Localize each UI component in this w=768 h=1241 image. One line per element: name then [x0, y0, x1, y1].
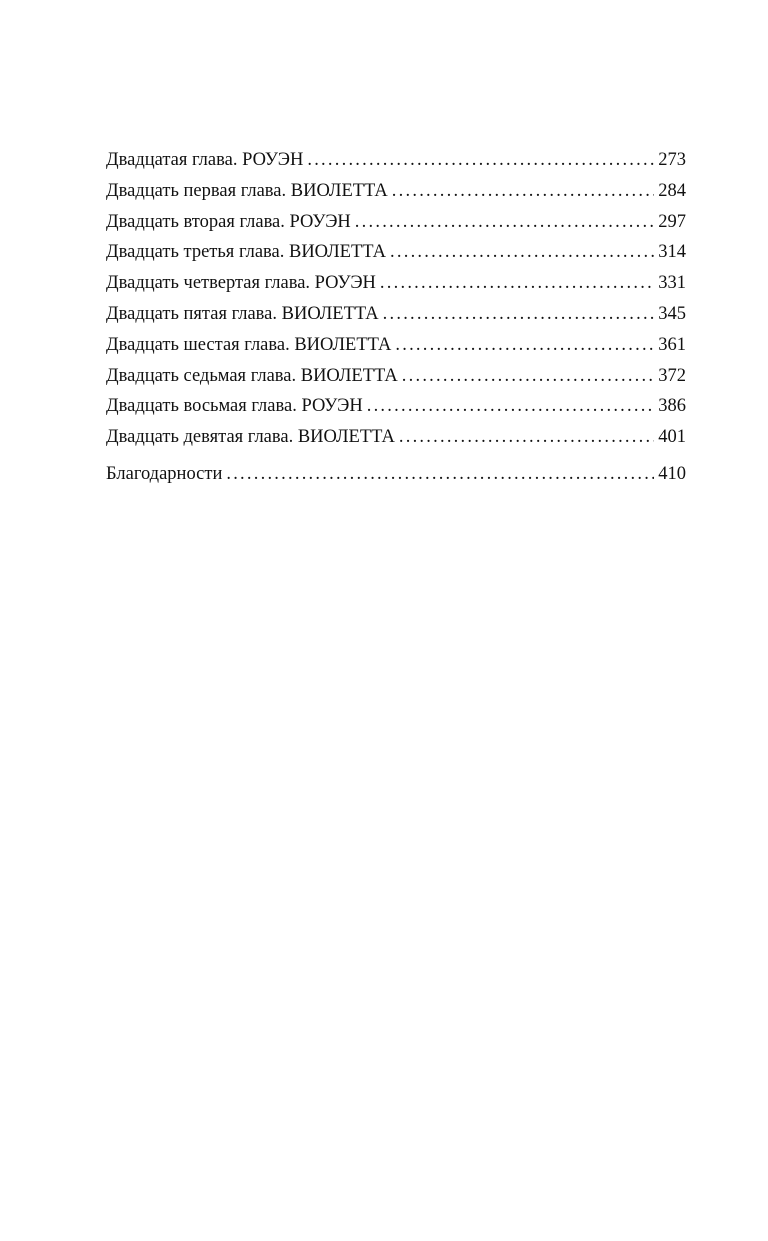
toc-entry-page: 345: [658, 303, 686, 324]
dot-leader: [395, 330, 654, 361]
toc-entry-page: 331: [658, 273, 686, 294]
toc-entry[interactable]: [106, 361, 686, 392]
toc-entry[interactable]: [106, 268, 686, 299]
toc-entry-page: 297: [658, 211, 686, 232]
dot-leader: [390, 237, 654, 268]
dot-leader: [402, 361, 654, 392]
toc-entry-page: 284: [658, 180, 686, 201]
toc-entry-page: 273: [658, 150, 686, 170]
dot-leader: [226, 459, 654, 490]
toc-entry-page: 401: [658, 427, 686, 448]
toc-entry[interactable]: [106, 237, 686, 268]
toc-entry-title: Двадцатая глава. РОУЭН: [106, 150, 304, 170]
toc-entry-title: Двадцать вторая глава. РОУЭН: [106, 211, 351, 232]
dot-leader: [392, 176, 654, 207]
toc-entry-page: 314: [658, 242, 686, 263]
toc-entry-title: Благодарности: [106, 463, 223, 484]
toc-entry-page: 372: [658, 365, 686, 386]
dot-leader: [383, 299, 655, 330]
toc-entry[interactable]: [106, 299, 686, 330]
dot-leader: [367, 391, 655, 422]
table-of-contents: [106, 145, 686, 490]
toc-entry-page: 386: [658, 396, 686, 417]
toc-entry-title: Двадцать третья глава. ВИОЛЕТТА: [106, 242, 387, 263]
toc-entry[interactable]: [106, 207, 686, 238]
toc-entry-page: 410: [658, 463, 686, 484]
dot-leader: [399, 422, 654, 453]
toc-entry[interactable]: [106, 176, 686, 207]
toc-entry-title: Двадцать первая глава. ВИОЛЕТТА: [106, 180, 388, 201]
toc-entry[interactable]: [106, 391, 686, 422]
dot-leader: [307, 145, 654, 176]
toc-entry[interactable]: [106, 145, 686, 176]
dot-leader: [355, 207, 654, 238]
toc-entry-title: Двадцать девятая глава. ВИОЛЕТТА: [106, 427, 395, 448]
toc-entry-title: Двадцать шестая глава. ВИОЛЕТТА: [106, 334, 392, 355]
toc-entry-page: 361: [658, 334, 686, 355]
toc-entry[interactable]: [106, 422, 686, 453]
toc-entry-title: Двадцать четвертая глава. РОУЭН: [106, 273, 376, 294]
toc-entry-title: Двадцать седьмая глава. ВИОЛЕТТА: [106, 365, 398, 386]
toc-entry-acknowledgements[interactable]: [106, 459, 686, 490]
toc-entry[interactable]: [106, 330, 686, 361]
dot-leader: [380, 268, 654, 299]
toc-entry-title: Двадцать восьмая глава. РОУЭН: [106, 396, 363, 417]
toc-entry-title: Двадцать пятая глава. ВИОЛЕТТА: [106, 303, 379, 324]
